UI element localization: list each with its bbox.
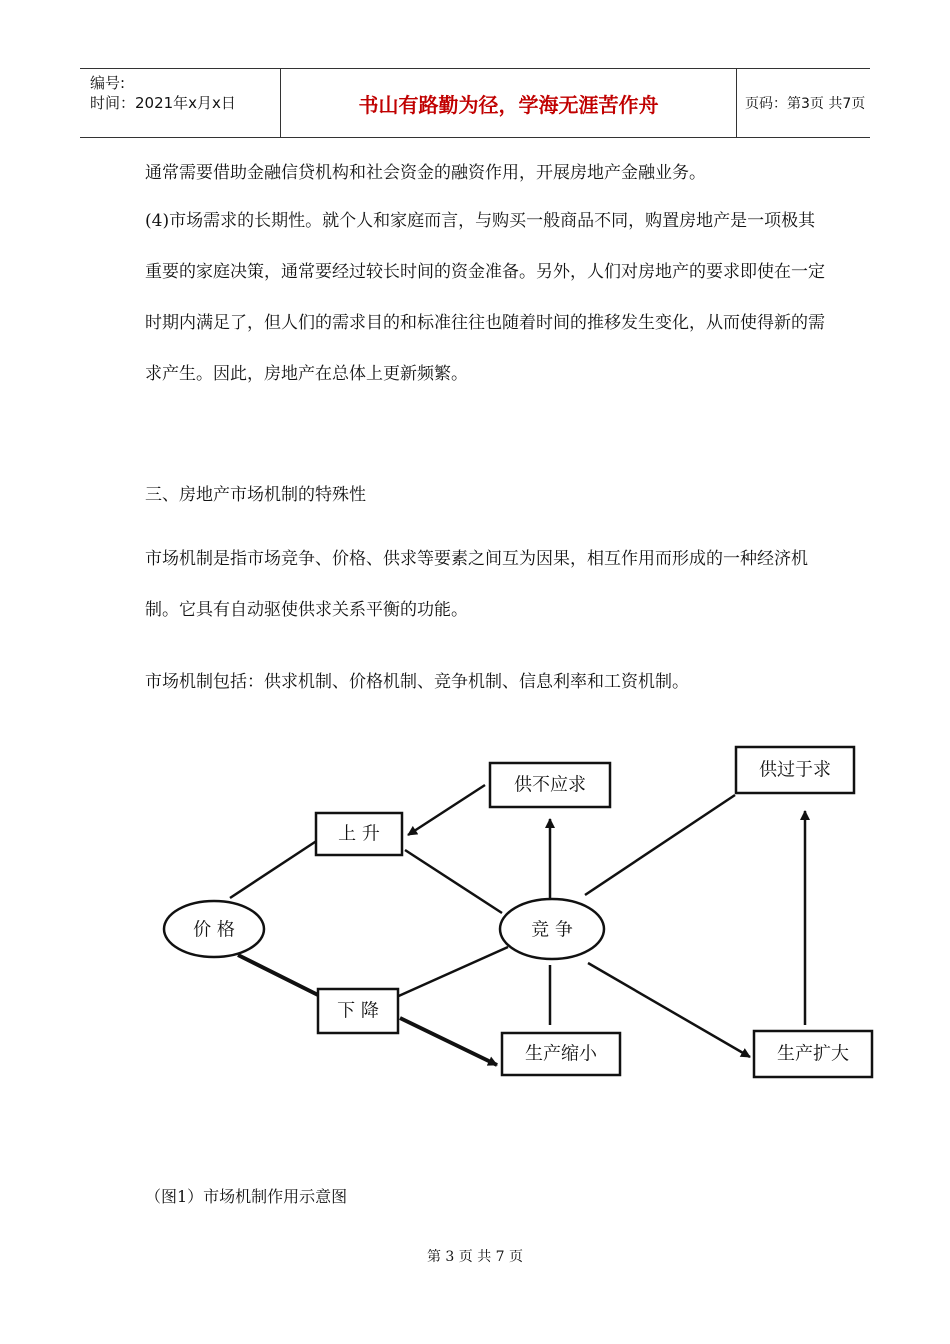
header-page-info: 页码：第3页 共7页 [745, 96, 866, 112]
line-rise-competition [405, 850, 502, 913]
page-footer: 第 3 页 共 7 页 [426, 1249, 524, 1265]
arrow-shortage-rise [408, 785, 485, 835]
paragraph-1: 通常需要借助金融信贷机构和社会资金的融资作用，开展房地产金融业务。 [145, 163, 706, 183]
line-competition-surplus [585, 795, 735, 895]
label-fall: 下 降 [337, 1000, 379, 1022]
label-competition: 竞 争 [531, 919, 573, 941]
header-meta [80, 69, 280, 137]
line-price-rise [230, 840, 318, 898]
label-rise: 上 升 [338, 823, 380, 845]
market-mechanism-diagram [150, 735, 890, 1095]
section-heading: 三、房地产市场机制的特殊性 [145, 485, 366, 505]
line-price-fall [238, 955, 318, 995]
label-shrink: 生产缩小 [525, 1043, 597, 1065]
label-shortage: 供不应求 [514, 774, 586, 796]
label-price: 价 格 [193, 919, 235, 941]
arrow-competition-fall [383, 947, 508, 1003]
arrow-fall-shrink [400, 1018, 497, 1065]
page-header [80, 68, 870, 138]
paragraph-3: 市场机制是指市场竞争、价格、供求等要素之间互为因果，相互作用而形成的一种经济机制。它具有自动驱使供求关系平衡的功能。 [145, 549, 808, 620]
figure-caption: （图1）市场机制作用示意图 [145, 1187, 348, 1206]
label-surplus: 供过于求 [759, 759, 831, 781]
paragraph-4: 市场机制包括：供求机制、价格机制、竞争机制、信息利率和工资机制。 [145, 672, 689, 692]
label-expand: 生产扩大 [777, 1043, 849, 1065]
number-label: 编号: [90, 74, 126, 92]
time-label: 时间：2021年x月x日 [90, 94, 236, 112]
header-motto: 书山有路勤为径，学海无涯苦作舟 [280, 69, 737, 137]
paragraph-2: (4)市场需求的长期性。就个人和家庭而言，与购买一般商品不同，购置房地产是一项极其重要的家庭决策，通常要经过较长时间的资金准备。另外，人们对房地产的要求即使在一定时期内满足了，但人们的需求目的和标准往往也随着时间的推移发生变化，从而使得新的需求产生。因此，房地产在总体上更新频繁。 [145, 211, 825, 384]
